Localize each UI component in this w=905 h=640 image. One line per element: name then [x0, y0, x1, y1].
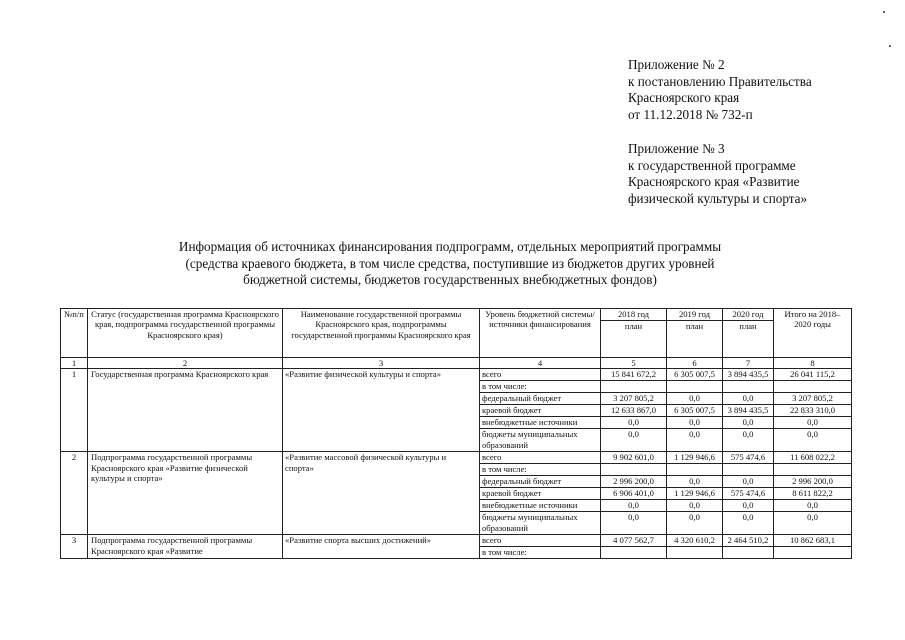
appendix-2-line: Приложение № 2: [628, 57, 725, 72]
column-number: 4: [480, 358, 601, 369]
level-incl: в том числе:: [480, 464, 601, 476]
appendix-3-line: физической культуры и спорта»: [628, 190, 808, 206]
header-num: №п/п: [61, 309, 88, 358]
level-incl: в том числе:: [480, 381, 601, 393]
value-cell: 1 129 946,6: [667, 452, 723, 464]
program-num: 2: [61, 452, 88, 535]
value-cell: 0,0: [601, 500, 667, 512]
level-regional: краевой бюджет: [480, 405, 601, 417]
level-municipal: бюджеты муниципальных образований: [480, 512, 601, 535]
value-cell: 9 902 601,0: [601, 452, 667, 464]
header-name: Наименование государственной программы Красноярского края, подпрограммы государственной программы Красноярского края: [283, 309, 480, 358]
program-status: Подпрограмма государственной программы Красноярского края «Развитие физической культуры и спорта»: [88, 452, 283, 535]
level-incl: в том числе:: [480, 547, 601, 559]
column-number: 8: [774, 358, 852, 369]
level-offbudget: внебюджетные источники: [480, 500, 601, 512]
appendix-2-line: от 11.12.2018 № 732-п: [628, 106, 753, 122]
table-row: [61, 452, 852, 464]
level-total: всего: [480, 452, 601, 464]
column-number: 5: [601, 358, 667, 369]
level-federal: федеральный бюджет: [480, 476, 601, 488]
value-cell: 22 833 310,0: [774, 405, 852, 417]
column-number: 3: [283, 358, 480, 369]
value-cell: 6 305 007,5: [667, 405, 723, 417]
program-name: «Развитие физической культуры и спорта»: [283, 369, 480, 452]
program-name: «Развитие спорта высших достижений»: [283, 535, 480, 559]
value-cell: 1 129 946,6: [667, 488, 723, 500]
value-cell: 0,0: [723, 429, 774, 452]
header-2019: 2019 год: [667, 309, 723, 321]
column-number: 1: [61, 358, 88, 369]
column-number: 2: [88, 358, 283, 369]
value-cell: 0,0: [723, 417, 774, 429]
program-name: «Развитие массовой физической культуры и спорта»: [283, 452, 480, 535]
financing-table: [60, 308, 852, 559]
appendix-3-line: Красноярского края «Развитие: [628, 174, 800, 190]
level-municipal: бюджеты муниципальных образований: [480, 429, 601, 452]
value-cell: 6 305 007,5: [667, 369, 723, 381]
appendix-3-block: [628, 141, 888, 207]
header-level: Уровень бюджетной системы/ источники финансирования: [480, 309, 601, 358]
value-cell: 3 207 805,2: [774, 393, 852, 405]
value-cell: 3 894 435,5: [723, 405, 774, 417]
program-status: Государственная программа Красноярского края: [88, 369, 283, 452]
value-cell: 0,0: [667, 500, 723, 512]
title-line: бюджетной системы, бюджетов государственных внебюджетных фондов): [243, 272, 657, 288]
appendix-2-line: Красноярского края: [628, 90, 740, 106]
value-cell: 0,0: [723, 500, 774, 512]
value-cell: 0,0: [601, 417, 667, 429]
header-status: Статус (государственная программа Красноярского края, подпрограмма государственной программы Красноярского края): [88, 309, 283, 358]
value-cell: 4 077 562,7: [601, 535, 667, 547]
level-offbudget: внебюджетные источники: [480, 417, 601, 429]
header-plan: план: [601, 321, 667, 358]
value-cell: 0,0: [667, 512, 723, 535]
header-plan: план: [723, 321, 774, 358]
value-cell: 2 464 510,2: [723, 535, 774, 547]
value-cell: 4 320 610,2: [667, 535, 723, 547]
value-cell: 0,0: [601, 429, 667, 452]
value-cell: 0,0: [667, 393, 723, 405]
value-cell: 15 841 672,2: [601, 369, 667, 381]
value-cell: 575 474,6: [723, 452, 774, 464]
value-cell: 2 996 200,0: [601, 476, 667, 488]
title-line: Информация об источниках финансирования подпрограмм, отдельных мероприятий программы: [178, 239, 722, 254]
value-cell: 0,0: [774, 417, 852, 429]
value-cell: 6 906 401,0: [601, 488, 667, 500]
appendix-2-line: к постановлению Правительства: [628, 73, 812, 89]
value-cell: 0,0: [601, 512, 667, 535]
level-regional: краевой бюджет: [480, 488, 601, 500]
appendix-3-line: Приложение № 3: [628, 141, 725, 156]
value-cell: 3 207 805,2: [601, 393, 667, 405]
program-num: 3: [61, 535, 88, 559]
level-total: всего: [480, 369, 601, 381]
title-line: (средства краевого бюджета, в том числе средства, поступившие из бюджетов других уровней: [185, 255, 715, 271]
level-federal: федеральный бюджет: [480, 393, 601, 405]
table-row: [61, 535, 852, 547]
value-cell: 0,0: [667, 476, 723, 488]
value-cell: 3 894 435,5: [723, 369, 774, 381]
value-cell: 0,0: [723, 512, 774, 535]
value-cell: 12 633 867,0: [601, 405, 667, 417]
program-num: 1: [61, 369, 88, 452]
value-cell: 26 041 115,2: [774, 369, 852, 381]
scan-speck: [889, 45, 891, 47]
appendix-3-line: к государственной программе: [628, 157, 796, 173]
value-cell: 0,0: [667, 429, 723, 452]
value-cell: 575 474,6: [723, 488, 774, 500]
value-cell: 10 862 683,1: [774, 535, 852, 547]
table-row: [61, 369, 852, 381]
value-cell: 0,0: [723, 393, 774, 405]
appendix-2-block: [628, 57, 888, 123]
program-status: Подпрограмма государственной программы Красноярского края «Развитие: [88, 535, 283, 559]
value-cell: 0,0: [723, 476, 774, 488]
header-total: Итого на 2018–2020 годы: [774, 309, 852, 358]
value-cell: 0,0: [774, 429, 852, 452]
column-number: 6: [667, 358, 723, 369]
value-cell: 8 611 822,2: [774, 488, 852, 500]
document-title: [120, 239, 780, 289]
value-cell: 2 996 200,0: [774, 476, 852, 488]
header-2020: 2020 год: [723, 309, 774, 321]
header-plan: план: [667, 321, 723, 358]
level-total: всего: [480, 535, 601, 547]
value-cell: 0,0: [667, 417, 723, 429]
column-number: 7: [723, 358, 774, 369]
value-cell: 0,0: [774, 512, 852, 535]
header-2018: 2018 год: [601, 309, 667, 321]
value-cell: 11 608 022,2: [774, 452, 852, 464]
value-cell: 0,0: [774, 500, 852, 512]
scan-speck: [883, 11, 885, 13]
